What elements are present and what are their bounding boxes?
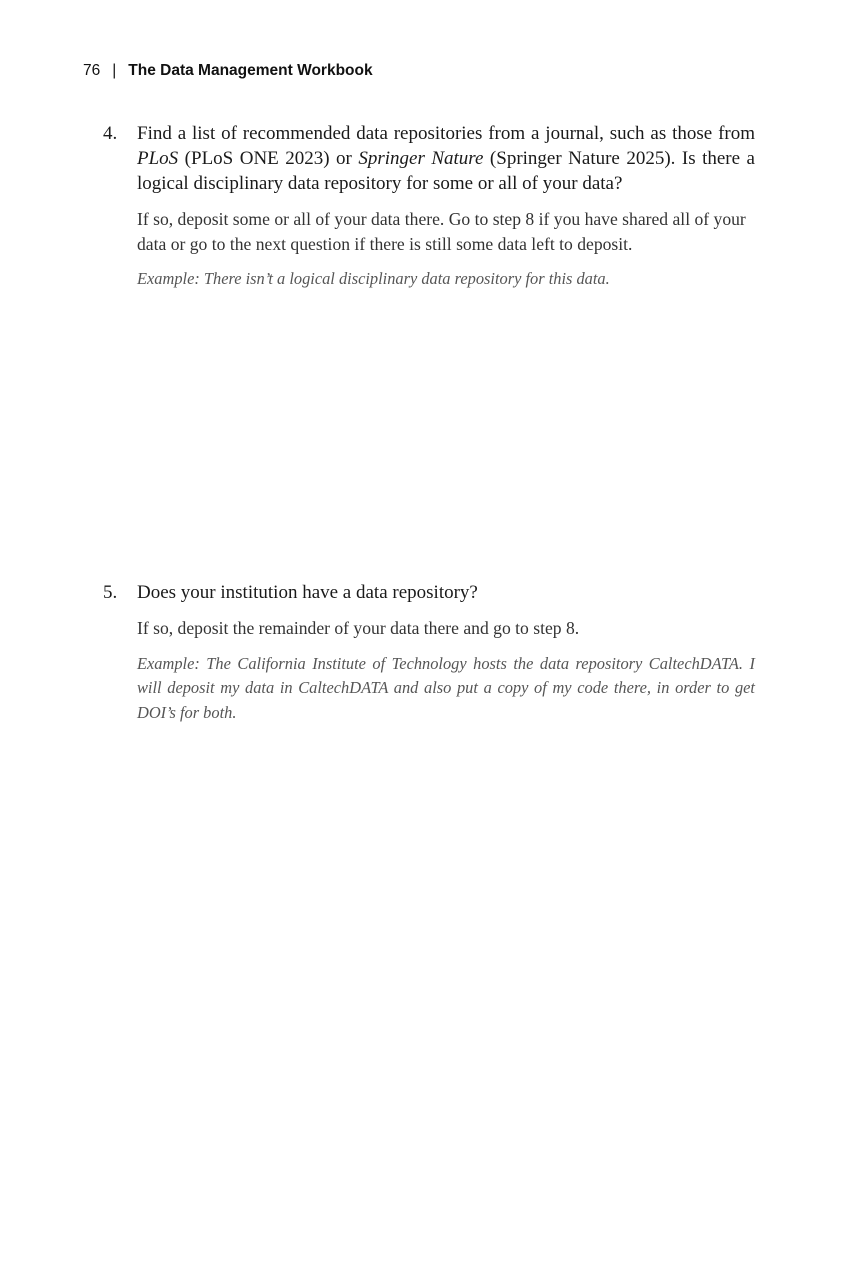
item-number: 5. bbox=[103, 582, 118, 603]
list-item-4 bbox=[103, 121, 755, 292]
question-text: (PLoS ONE 2023) or bbox=[178, 148, 359, 169]
question-italic-springer: Springer Nature bbox=[358, 148, 484, 169]
item-instruction: If so, deposit some or all of your data there. Go to step 8 if you have shared all of your data or go to the next question if there is still some data left to deposit. bbox=[137, 209, 746, 254]
item-question: Does your institution have a data repository? bbox=[137, 582, 478, 603]
question-italic-plos: PLoS bbox=[137, 148, 179, 169]
item-instruction: If so, deposit the remainder of your data there and go to step 8. bbox=[137, 618, 580, 638]
item-question bbox=[137, 121, 755, 196]
list-item-5 bbox=[103, 580, 755, 725]
item-number: 4. bbox=[103, 123, 118, 144]
question-text: Find a list of recommended data repositories from a journal, such as those from bbox=[137, 123, 755, 144]
book-title: The Data Management Workbook bbox=[128, 62, 373, 79]
item-example: Example: There isn’t a logical disciplinary data repository for this data. bbox=[137, 269, 610, 288]
header-separator: | bbox=[112, 62, 117, 79]
page-number: 76 bbox=[83, 62, 101, 79]
question-text: (Springer Nature 2025). Is there a logical disciplinary data repository for some or all of your data? bbox=[137, 148, 755, 194]
running-header bbox=[83, 62, 373, 80]
item-example: Example: The California Institute of Technology hosts the data repository CaltechDATA. I will deposit my data in CaltechDATA and also put a copy of my code there, in order to get DOI’s for both. bbox=[137, 653, 755, 722]
